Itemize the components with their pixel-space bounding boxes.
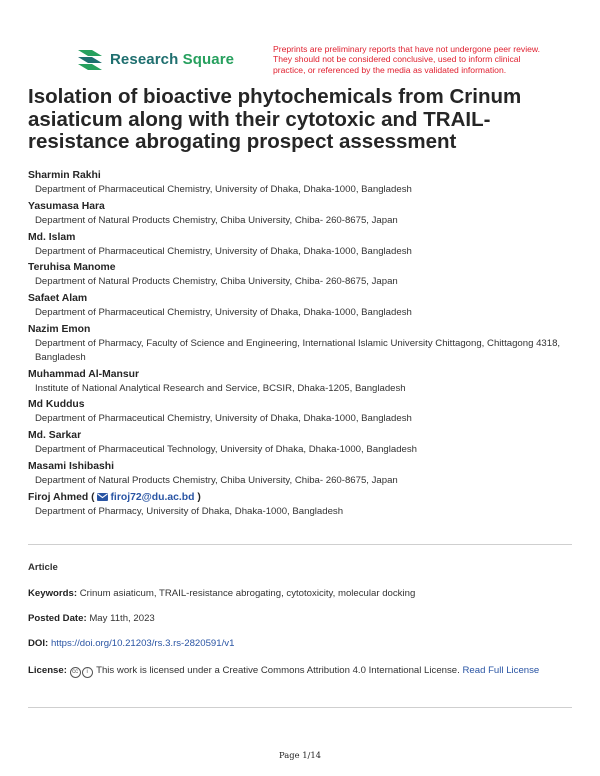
author-affiliation: Department of Natural Products Chemistry, Chiba University, Chiba- 260-8675, Japan	[35, 276, 398, 288]
author-affiliation: Department of Pharmaceutical Technology, University of Dhaka, Dhaka-1000, Bangladesh	[35, 444, 418, 456]
envelope-icon	[97, 493, 108, 501]
author-email-link[interactable]	[97, 492, 194, 503]
author-name: Safaet Alam	[28, 293, 88, 305]
doi-link[interactable]: https://doi.org/10.21203/rs.3.rs-2820591/v1	[50, 638, 235, 649]
author-affiliation: Department of Pharmacy, Faculty of Science and Engineering, International Islamic University Chittagong, Chittagong 4318, Bangladesh	[35, 337, 561, 363]
author-affiliation: Department of Pharmaceutical Chemistry, University of Dhaka, Dhaka-1000, Bangladesh	[35, 245, 412, 257]
author-item	[28, 368, 580, 396]
author-name: Muhammad Al-Mansur	[28, 368, 140, 380]
doi-line	[28, 637, 572, 651]
article-type: Article	[28, 562, 58, 573]
author-affiliation: Department of Pharmaceutical Chemistry, University of Dhaka, Dhaka-1000, Bangladesh	[35, 413, 412, 425]
author-name: Masami Ishibashi	[28, 460, 115, 472]
author-item	[28, 429, 580, 457]
author-name: Md. Sarkar	[28, 430, 82, 442]
research-square-logo[interactable]	[76, 47, 234, 71]
posted-date-label: Posted Date:	[28, 613, 87, 624]
page-number: Page 1/14	[278, 750, 322, 760]
license-line	[28, 664, 572, 678]
author-affiliation: Department of Natural Products Chemistry, Chiba University, Chiba- 260-8675, Japan	[35, 474, 398, 486]
read-full-license-link[interactable]: Read Full License	[462, 665, 540, 676]
author-affiliation: Department of Pharmaceutical Chemistry, University of Dhaka, Dhaka-1000, Bangladesh	[35, 184, 412, 195]
author-name: Md. Islam	[28, 231, 76, 243]
author-item	[28, 169, 580, 197]
author-item	[28, 323, 580, 365]
corresponding-author-name: Firoj Ahmed ( firoj72@du.ac.bd )	[28, 491, 201, 503]
preprint-notice: Preprints are preliminary reports that have not undergone peer review. They should not be considered conclusive, used to inform clinical practice, or referenced by the media as validated information.	[273, 44, 541, 75]
license-label: License:	[28, 665, 67, 676]
posted-date-line	[28, 612, 572, 626]
corresponding-author-item	[28, 491, 580, 519]
author-item	[28, 398, 580, 426]
author-name: Nazim Emon	[28, 323, 91, 335]
license-text: This work is licensed under a Creative Commons Attribution 4.0 International License.	[96, 665, 460, 676]
author-item	[28, 200, 580, 228]
author-affiliation: Department of Pharmacy, University of Dhaka, Dhaka-1000, Bangladesh	[35, 505, 344, 517]
author-name: Teruhisa Manome	[28, 262, 116, 274]
author-name: Yasumasa Hara	[28, 200, 105, 212]
author-name: Firoj Ahmed	[28, 491, 89, 503]
creative-commons-icon: cc	[70, 667, 81, 678]
author-affiliation: Department of Pharmaceutical Chemistry, University of Dhaka, Dhaka-1000, Bangladesh	[35, 307, 412, 319]
section-divider	[28, 544, 572, 545]
author-affiliation: Institute of National Analytical Research and Service, BCSIR, Dhaka-1205, Bangladesh	[35, 382, 406, 394]
author-name: Md Kuddus	[28, 399, 85, 411]
keywords-line	[28, 587, 572, 601]
keywords-value: Crinum asiaticum, TRAIL-resistance abrogating, cytotoxicity, molecular docking	[79, 588, 416, 599]
logo-mark-icon	[76, 47, 104, 71]
author-name: Sharmin Rakhi	[28, 170, 101, 181]
author-item	[28, 292, 580, 320]
attribution-icon: i	[82, 667, 93, 678]
paper-title: Isolation of bioactive phytochemicals from Crinum asiaticum along with their cytotoxic and TRAIL-resistance abrogating prospect assessment	[28, 85, 522, 154]
author-email: firoj72@du.ac.bd	[110, 491, 195, 503]
author-item	[28, 231, 580, 259]
posted-date-value: May 11th, 2023	[89, 613, 155, 624]
author-list	[28, 169, 580, 522]
logo-word-research: Research	[110, 50, 179, 68]
keywords-label: Keywords:	[28, 588, 78, 599]
doi-label: DOI:	[28, 638, 49, 649]
section-divider	[28, 707, 572, 708]
author-affiliation: Department of Natural Products Chemistry, Chiba University, Chiba- 260-8675, Japan	[35, 214, 398, 226]
logo-wordmark	[110, 51, 234, 68]
author-item	[28, 261, 580, 289]
author-item	[28, 460, 580, 488]
logo-word-square: Square	[182, 50, 235, 68]
